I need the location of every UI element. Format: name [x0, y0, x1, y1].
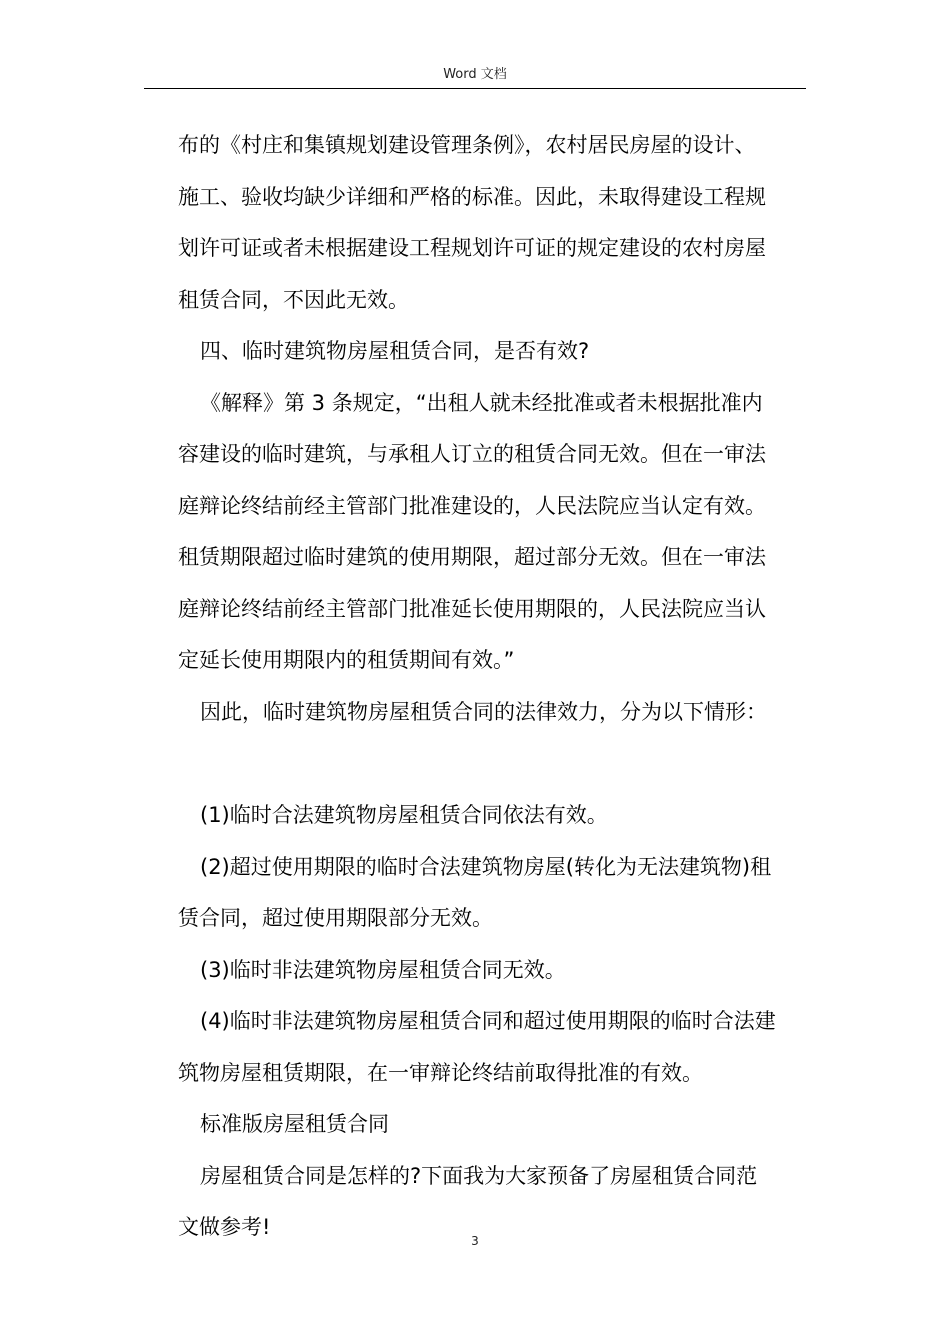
document-body — [178, 120, 804, 1254]
text-line: 容建设的临时建筑，与承租人订立的租赁合同无效。但在一审法 — [178, 442, 766, 466]
text-line: 施工、验收均缺少详细和严格的标准。因此，未取得建设工程规 — [178, 184, 766, 209]
list-item-continuation: 赁合同，超过使用期限部分无效。 — [178, 906, 493, 930]
text-line: 租赁期限超过临时建筑的使用期限，超过部分无效。但在一审法 — [178, 545, 766, 569]
list-item: (3)临时非法建筑物房屋租赁合同无效。 — [200, 957, 566, 982]
text-line: 《解释》第 3 条规定，“出租人就未经批准或者未根据批准内 — [200, 390, 763, 415]
list-item-continuation: 筑物房屋租赁期限，在一审辩论终结前取得批准的有效。 — [178, 1060, 703, 1085]
text-line: 租赁合同，不因此无效。 — [178, 287, 409, 312]
page-number: 3 — [471, 1234, 479, 1248]
text-line: 房屋租赁合同是怎样的?下面我为大家预备了房屋租赁合同范 — [200, 1163, 758, 1188]
text-line: 划许可证或者未根据建设工程规划许可证的规定建设的农村房屋 — [178, 236, 766, 260]
section-title: 标准版房屋租赁合同 — [200, 1112, 389, 1136]
text-line: 因此，临时建筑物房屋租赁合同的法律效力，分为以下情形： — [200, 699, 767, 724]
text-line: 文做参考! — [178, 1215, 271, 1239]
list-item: (1)临时合法建筑物房屋租赁合同依法有效。 — [200, 803, 608, 827]
text-line: 庭辩论终结前经主管部门批准建设的，人民法院应当认定有效。 — [178, 493, 766, 518]
section-heading: 四、临时建筑物房屋租赁合同，是否有效? — [200, 339, 590, 363]
list-item: (2)超过使用期限的临时合法建筑物房屋(转化为无法建筑物)租 — [200, 854, 772, 879]
paragraph-gap — [178, 738, 804, 790]
list-item: (4)临时非法建筑物房屋租赁合同和超过使用期限的临时合法建 — [200, 1009, 776, 1033]
text-line: 庭辩论终结前经主管部门批准延长使用期限的，人民法院应当认 — [178, 596, 766, 621]
text-line: 布的《村庄和集镇规划建设管理条例》，农村居民房屋的设计、 — [178, 133, 756, 157]
text-line: 定延长使用期限内的租赁期间有效。” — [178, 648, 515, 672]
page-header-title: Word 文档 — [443, 67, 507, 82]
header-divider — [144, 88, 806, 89]
